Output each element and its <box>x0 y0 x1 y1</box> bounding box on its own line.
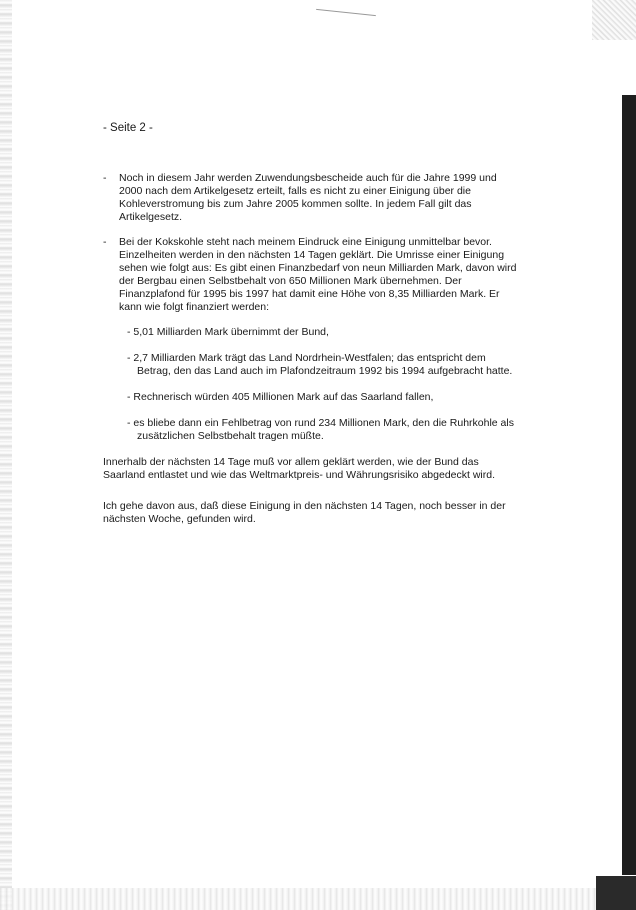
financing-item: - Rechnerisch würden 405 Millionen Mark auf das Saarland fallen, <box>127 391 434 403</box>
page-number-label: - Seite 2 - <box>103 122 153 134</box>
bullet-mark: - <box>103 236 107 248</box>
paragraph: Ich gehe davon aus, daß diese Einigung in den nächsten 14 Tagen, noch besser in der nächsten Woche, gefunden wird. <box>103 500 506 525</box>
document-body <box>103 172 518 544</box>
bullet-item <box>103 172 518 224</box>
financing-item: - 5,01 Milliarden Mark übernimmt der Bund, <box>127 326 329 338</box>
paragraph: Innerhalb der nächsten 14 Tage muß vor allem geklärt werden, wie der Bund das Saarland entlastet und wie das Weltmarktpreis- und Währungsrisiko abgedeckt wird. <box>103 456 495 481</box>
bullet-item <box>103 236 518 314</box>
bullet-mark: - <box>103 172 107 184</box>
scan-edge-left <box>0 0 12 910</box>
financing-item: - 2,7 Milliarden Mark trägt das Land Nordrhein-Westfalen; das entspricht dem Betrag, den das Land auch im Plafondzeitraum 1992 bis 1994 aufgebracht hatte. <box>127 352 513 377</box>
scan-mark <box>316 9 376 16</box>
bullet-text: Noch in diesem Jahr werden Zuwendungsbescheide auch für die Jahre 1999 und 2000 nach dem Artikelgesetz erteilt, falls es nicht zu einer Einigung über die Kohleverstromung bis zum Jahre 2005 kommen sollte. In jedem Fall gilt das Artikelgesetz. <box>119 172 497 223</box>
financing-list <box>127 326 518 443</box>
scan-corner-bottom-right <box>596 876 636 910</box>
scan-edge-bottom <box>0 888 636 910</box>
bullet-text: Bei der Kokskohle steht nach meinem Eindruck eine Einigung unmittelbar bevor. Einzelheiten werden in den nächsten 14 Tagen geklärt. Die Umrisse einer Einigung sehen wie folgt aus: Es gibt einen Finanzbedarf von neun Milliarden Mark, davon wird der Bergbau einen Selbstbehalt von 650 Millionen Mark übernehmen. Der Finanzplafond für 1995 bis 1997 hat damit eine Höhe von 8,35 Milliarden Mark. Er kann wie folgt finanziert werden: <box>119 236 517 313</box>
financing-item: - es bliebe dann ein Fehlbetrag von rund 234 Millionen Mark, den die Ruhrkohle als zusätzlichen Selbstbehalt tragen müßte. <box>127 417 514 442</box>
scan-corner-top-right <box>592 0 636 40</box>
scan-edge-right <box>622 95 636 875</box>
